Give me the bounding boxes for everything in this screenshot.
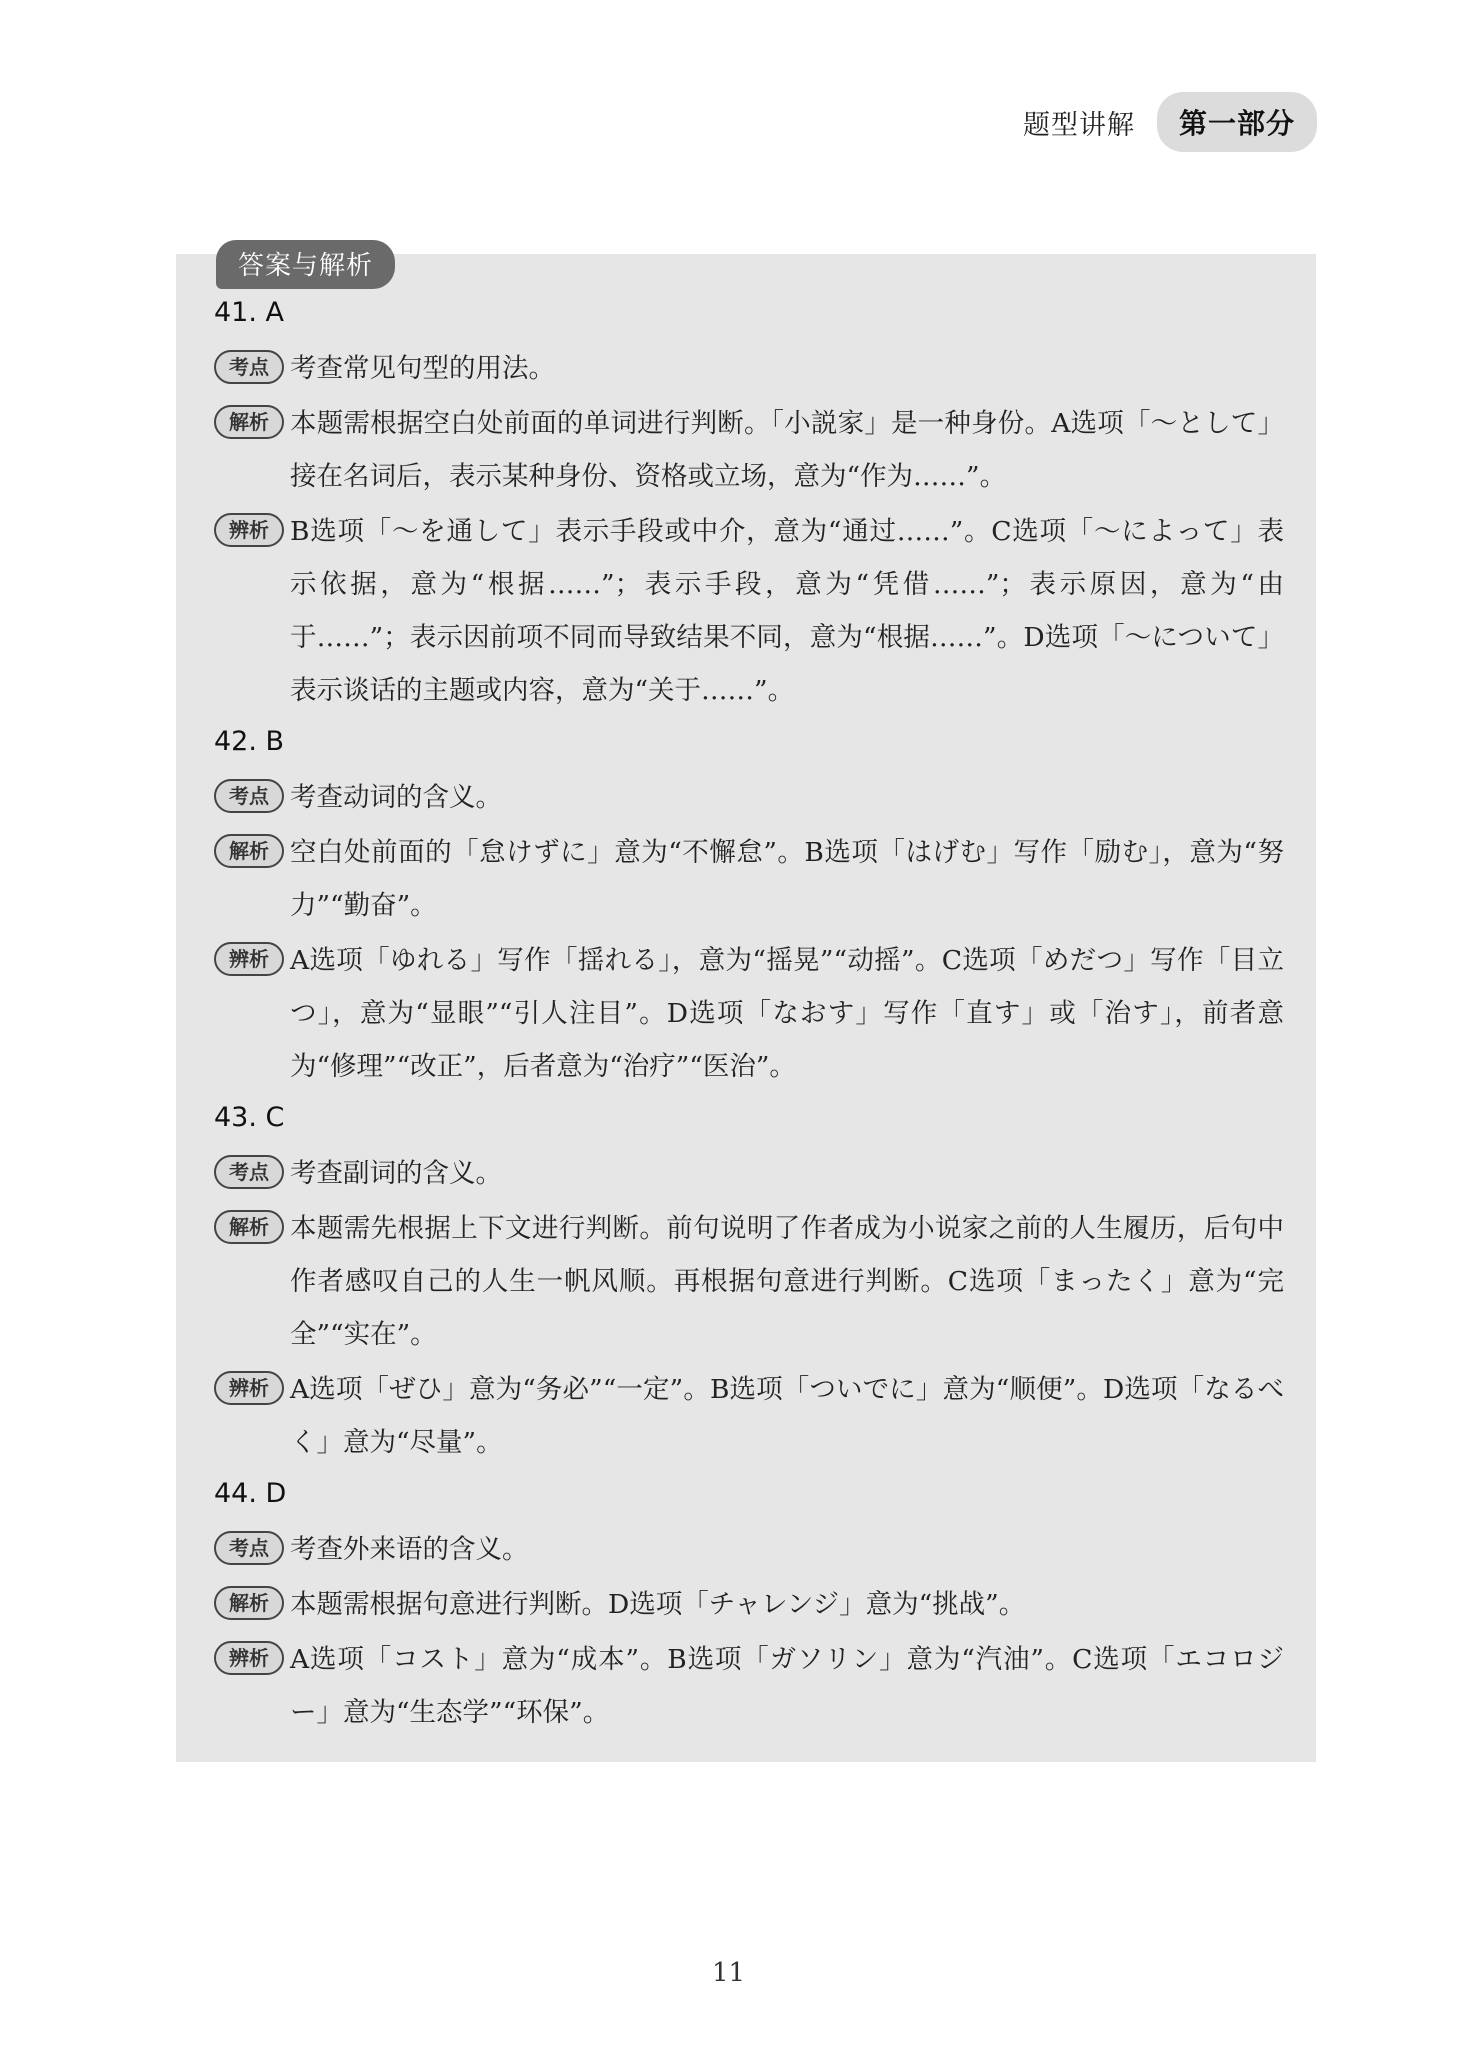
jiexi-text: 本题需先根据上下文进行判断。前句说明了作者成为小说家之前的人生履历，后句中作者感叹自己的人生一帆风顺。再根据句意进行判断。C选项「まったく」意为“完全”“实在”。 <box>290 1213 1284 1350</box>
kaodian-entry <box>214 771 1284 824</box>
question-number: 42. B <box>214 726 285 757</box>
part-badge: 第一部分 <box>1157 92 1317 152</box>
bianxi-entry <box>214 934 1284 1093</box>
kaodian-text: 考查副词的含义。 <box>290 1158 502 1189</box>
bianxi-tag: 辨析 <box>214 1641 284 1675</box>
question-number: 41. A <box>214 297 284 328</box>
answer-content <box>214 290 1284 1741</box>
bianxi-tag: 辨析 <box>214 513 284 547</box>
kaodian-tag: 考点 <box>214 1531 284 1565</box>
bianxi-tag: 辨析 <box>214 1371 284 1405</box>
running-header <box>1023 92 1317 152</box>
kaodian-text: 考查常见句型的用法。 <box>290 353 555 384</box>
bianxi-entry <box>214 505 1284 717</box>
jiexi-entry <box>214 1578 1284 1631</box>
bianxi-tag: 辨析 <box>214 942 284 976</box>
bianxi-entry <box>214 1363 1284 1469</box>
kaodian-text: 考查外来语的含义。 <box>290 1534 529 1565</box>
jiexi-tag: 解析 <box>214 1210 284 1244</box>
kaodian-text: 考查动词的含义。 <box>290 782 502 813</box>
kaodian-entry <box>214 1147 1284 1200</box>
jiexi-text: 本题需根据句意进行判断。D选项「チャレンジ」意为“挑战”。 <box>290 1589 1026 1620</box>
jiexi-text: 空白处前面的「怠けずに」意为“不懈怠”。B选项「はげむ」写作「励む」，意为“努力”“勤奋”。 <box>290 837 1284 921</box>
answer-box-tab: 答案与解析 <box>216 240 395 289</box>
bianxi-text: A选项「コスト」意为“成本”。B选项「ガソリン」意为“汽油”。C选项「エコロジー」意为“生态学”“环保”。 <box>290 1644 1284 1728</box>
jiexi-text: 本题需根据空白处前面的单词进行判断。「小説家」是一种身份。A选项「～として」接在名词后，表示某种身份、资格或立场，意为“作为……”。 <box>290 408 1284 492</box>
jiexi-entry <box>214 1202 1284 1361</box>
kaodian-tag: 考点 <box>214 350 284 384</box>
bianxi-text: B选项「～を通して」表示手段或中介，意为“通过……”。C选项「～によって」表示依据，意为“根据……”；表示手段，意为“凭借……”；表示原因，意为“由于……”；表示因前项不同而导致结果不同，意为“根据……”。D选项「～について」表示谈话的主题或内容，意为“关于……”。 <box>290 516 1284 706</box>
kaodian-tag: 考点 <box>214 1155 284 1189</box>
jiexi-tag: 解析 <box>214 405 284 439</box>
bianxi-text: A选项「ゆれる」写作「揺れる」，意为“摇晃”“动摇”。C选项「めだつ」写作「目立つ」，意为“显眼”“引人注目”。D选项「なおす」写作「直す」或「治す」，前者意为“修理”“改正”，后者意为“治疗”“医治”。 <box>290 945 1284 1082</box>
page-number: 11 <box>711 1958 746 1988</box>
jiexi-entry <box>214 397 1284 503</box>
section-title: 题型讲解 <box>1022 109 1135 141</box>
bianxi-entry <box>214 1633 1284 1739</box>
kaodian-entry <box>214 342 1284 395</box>
kaodian-entry <box>214 1523 1284 1576</box>
kaodian-tag: 考点 <box>214 779 284 813</box>
jiexi-entry <box>214 826 1284 932</box>
jiexi-tag: 解析 <box>214 1586 284 1620</box>
question-number: 43. C <box>214 1102 285 1133</box>
question-number: 44. D <box>214 1478 287 1509</box>
jiexi-tag: 解析 <box>214 834 284 868</box>
bianxi-text: A选项「ぜひ」意为“务必”“一定”。B选项「ついでに」意为“顺便”。D选项「なるべく」意为“尽量”。 <box>290 1374 1284 1458</box>
